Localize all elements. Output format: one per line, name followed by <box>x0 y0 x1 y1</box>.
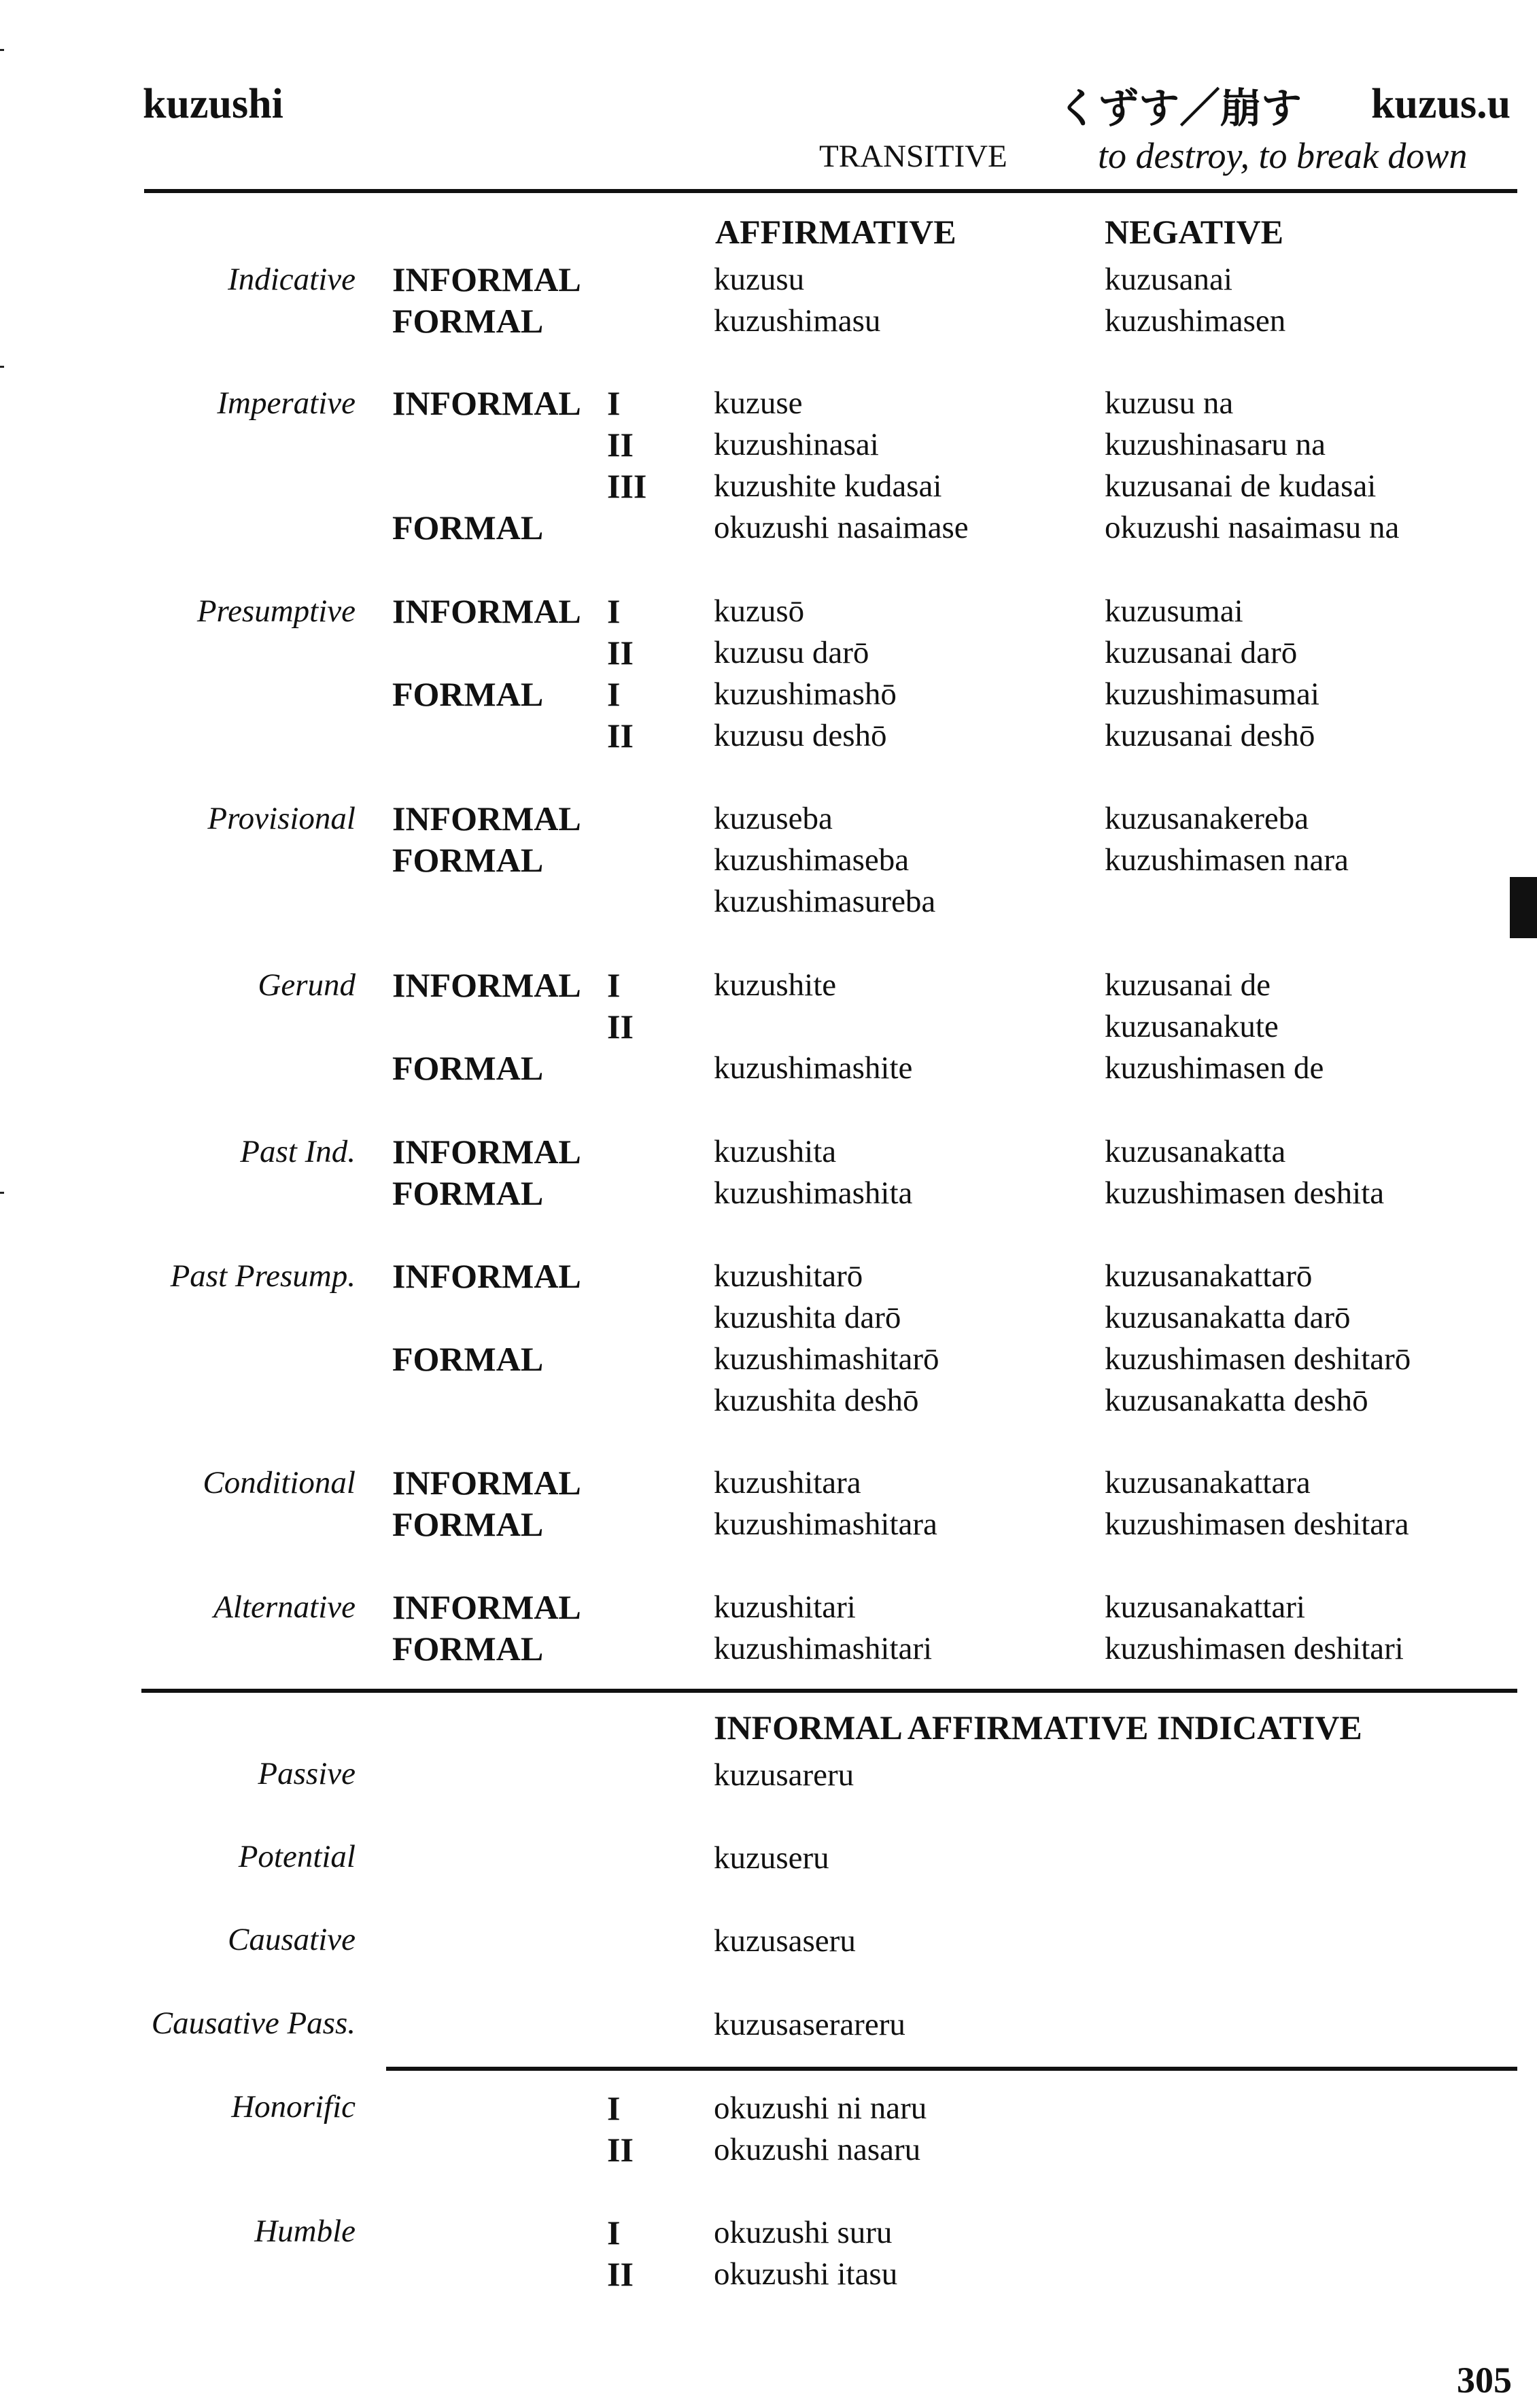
negative-form: kuzusanakatta <box>1105 1134 1286 1169</box>
form-label: Gerund <box>258 967 356 1003</box>
form-number: II <box>607 1008 634 1046</box>
negative-form: kuzushimasen deshitarō <box>1105 1341 1411 1377</box>
form-number: III <box>607 467 647 505</box>
derived-label: Causative <box>228 1922 356 1957</box>
register-label: INFORMAL <box>392 799 581 838</box>
register-label: FORMAL <box>392 1630 544 1668</box>
form-number: I <box>607 966 621 1004</box>
negative-form: kuzusanai de kudasai <box>1105 468 1377 504</box>
derived-form: kuzuseru <box>714 1840 829 1876</box>
affirmative-form: kuzushite <box>714 967 837 1003</box>
keigo-form: okuzushi ni naru <box>714 2091 927 2126</box>
register-label: INFORMAL <box>392 1464 581 1502</box>
affirmative-form: kuzuseba <box>714 801 833 836</box>
register-label: FORMAL <box>392 841 544 879</box>
derived-form: kuzusareru <box>714 1757 854 1793</box>
form-label: Alternative <box>213 1589 356 1625</box>
margin-tick <box>0 49 4 51</box>
affirmative-form: kuzushimaseba <box>714 842 910 878</box>
register-label: INFORMAL <box>392 384 581 422</box>
negative-form: kuzushimasen deshitari <box>1105 1631 1404 1666</box>
negative-form: kuzushimasen <box>1105 303 1286 339</box>
keigo-form: okuzushi itasu <box>714 2256 898 2292</box>
form-number: II <box>607 2255 634 2293</box>
derived-form: kuzusaseru <box>714 1923 856 1959</box>
affirmative-form: kuzusu darō <box>714 635 869 670</box>
register-label: INFORMAL <box>392 966 581 1004</box>
negative-form: kuzusanakute <box>1105 1009 1279 1044</box>
affirmative-form: kuzushimasu <box>714 303 881 339</box>
keigo-label: Humble <box>254 2214 356 2249</box>
negative-form: okuzushi nasaimasu na <box>1105 510 1400 545</box>
form-number: I <box>607 384 621 422</box>
negative-form: kuzusanai de <box>1105 967 1271 1003</box>
negative-form: kuzushimasumai <box>1105 676 1319 712</box>
margin-tick <box>0 366 4 368</box>
page-number: 305 <box>1457 2360 1512 2401</box>
affirmative-form: kuzushimashitari <box>714 1631 933 1666</box>
affirmative-form: kuzushimashitara <box>714 1507 937 1542</box>
negative-form: kuzusumai <box>1105 594 1243 629</box>
affirmative-form: kuzusō <box>714 594 805 629</box>
headword-romaji: kuzushi <box>143 81 283 127</box>
form-label: Imperative <box>217 385 356 421</box>
negative-form: kuzushimasen nara <box>1105 842 1349 878</box>
register-label: INFORMAL <box>392 592 581 630</box>
negative-form: kuzusanai darō <box>1105 635 1298 670</box>
affirmative-form: kuzushita darō <box>714 1300 901 1335</box>
margin-tick <box>0 1192 4 1194</box>
negative-form: kuzushimasen de <box>1105 1050 1324 1086</box>
register-label: INFORMAL <box>392 1588 581 1626</box>
derived-forms-heading: INFORMAL AFFIRMATIVE INDICATIVE <box>714 1708 1362 1747</box>
negative-form: kuzushinasaru na <box>1105 427 1326 462</box>
keigo-label: Honorific <box>231 2089 356 2125</box>
derived-label: Causative Pass. <box>151 2006 356 2041</box>
register-label: FORMAL <box>392 302 544 340</box>
negative-form: kuzusanakattarō <box>1105 1258 1313 1294</box>
verb-meaning: to destroy, to break down <box>1098 135 1468 176</box>
column-header-negative: NEGATIVE <box>1105 213 1284 251</box>
register-label: FORMAL <box>392 1505 544 1543</box>
section-rule <box>141 1689 1517 1693</box>
register-label: FORMAL <box>392 1174 544 1212</box>
form-label: Provisional <box>207 801 356 836</box>
affirmative-form: kuzushitari <box>714 1589 856 1625</box>
affirmative-form: kuzusu deshō <box>714 718 887 753</box>
headword-japanese: くずす／崩す <box>1057 85 1302 133</box>
form-label: Indicative <box>228 262 356 297</box>
affirmative-form: kuzushimashō <box>714 676 897 712</box>
form-label: Past Ind. <box>240 1134 356 1169</box>
affirmative-form: kuzushimasureba <box>714 884 936 919</box>
negative-form: kuzusanakatta darō <box>1105 1300 1351 1335</box>
affirmative-form: kuzushitara <box>714 1465 861 1500</box>
affirmative-form: kuzushimashita <box>714 1175 913 1211</box>
register-label: INFORMAL <box>392 1133 581 1171</box>
negative-form: kuzusanakattara <box>1105 1465 1311 1500</box>
keigo-form: okuzushi suru <box>714 2215 893 2250</box>
form-number: II <box>607 2131 634 2169</box>
column-header-affirmative: AFFIRMATIVE <box>715 213 956 251</box>
register-label: FORMAL <box>392 1340 544 1378</box>
keigo-rule <box>386 2067 1517 2071</box>
form-number: II <box>607 634 634 672</box>
derived-form: kuzusaserareru <box>714 2007 905 2042</box>
register-label: INFORMAL <box>392 260 581 298</box>
form-number: II <box>607 717 634 755</box>
form-number: II <box>607 426 634 464</box>
form-number: I <box>607 675 621 713</box>
negative-form: kuzusanakereba <box>1105 801 1309 836</box>
affirmative-form: kuzusu <box>714 262 805 297</box>
headword-stem: kuzus.u <box>1371 81 1511 127</box>
verb-type: TRANSITIVE <box>819 139 1007 174</box>
form-number: I <box>607 2089 621 2127</box>
form-label: Past Presump. <box>170 1258 356 1294</box>
thumb-index-tab <box>1510 877 1537 938</box>
register-label: FORMAL <box>392 675 544 713</box>
affirmative-form: kuzushimashite <box>714 1050 913 1086</box>
negative-form: kuzusanai deshō <box>1105 718 1315 753</box>
derived-label: Passive <box>258 1756 356 1791</box>
affirmative-form: kuzushite kudasai <box>714 468 942 504</box>
keigo-form: okuzushi nasaru <box>714 2132 921 2167</box>
affirmative-form: kuzushita <box>714 1134 837 1169</box>
negative-form: kuzushimasen deshitara <box>1105 1507 1409 1542</box>
form-label: Presumptive <box>196 594 356 629</box>
register-label: FORMAL <box>392 509 544 547</box>
register-label: INFORMAL <box>392 1257 581 1295</box>
affirmative-form: kuzushitarō <box>714 1258 863 1294</box>
form-label: Conditional <box>203 1465 356 1500</box>
negative-form: kuzushimasen deshita <box>1105 1175 1385 1211</box>
negative-form: kuzusanakatta deshō <box>1105 1383 1368 1418</box>
negative-form: kuzusanai <box>1105 262 1232 297</box>
form-number: I <box>607 592 621 630</box>
negative-form: kuzusu na <box>1105 385 1234 421</box>
affirmative-form: okuzushi nasaimase <box>714 510 969 545</box>
register-label: FORMAL <box>392 1049 544 1087</box>
affirmative-form: kuzuse <box>714 385 803 421</box>
header-rule <box>144 189 1517 193</box>
affirmative-form: kuzushimashitarō <box>714 1341 939 1377</box>
derived-label: Potential <box>238 1839 356 1874</box>
affirmative-form: kuzushita deshō <box>714 1383 919 1418</box>
negative-form: kuzusanakattari <box>1105 1589 1305 1625</box>
form-number: I <box>607 2214 621 2252</box>
affirmative-form: kuzushinasai <box>714 427 879 462</box>
